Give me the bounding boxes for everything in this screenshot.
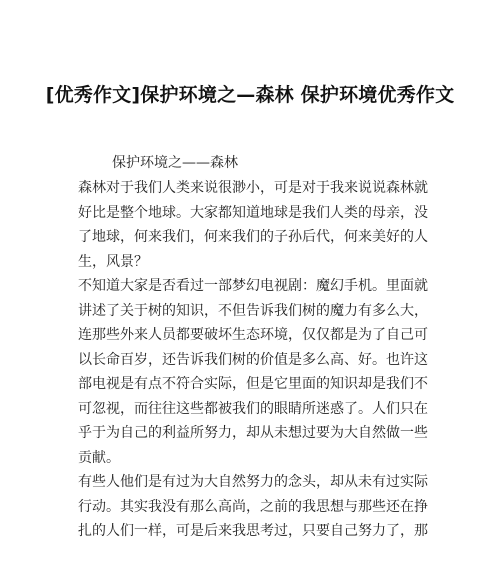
document-title: [优秀作文]保护环境之—森林 保护环境优秀作文: [45, 84, 455, 106]
document-body: [78, 176, 428, 544]
paragraph-2: 不知道大家是否看过一部梦幻电视剧：魔幻手机。里面就讲述了关于树的知识，不但告诉我们树的魔力有多么大，连那些外来人员都要破坏生态环境，仅仅都是为了自己可以长命百岁，还告诉我们树的价值是多么高、好。也许这部电视是有点不符合实际，但是它里面的知识却是我们不可忽视，而往往这些都被我们的眼睛所迷惑了。人们只在乎于为自己的利益所努力，却从未想过要为大自然做一些贡献。: [78, 278, 428, 466]
paragraph-1: 森林对于我们人类来说很渺小，可是对于我来说说森林就好比是整个地球。大家都知道地球是我们人类的母亲，没了地球，何来我们，何来我们的子孙后代，何来美好的人生，风景？: [78, 180, 428, 270]
document-subtitle: 保护环境之——森林: [112, 155, 238, 171]
paragraph-3: 有些人他们是有过为大自然努力的念头，却从未有过实际行动。其实我没有那么高尚，之前的我思想与那些还在挣扎的人们一样，可是后来我思考过，只要自己努力了，那: [78, 474, 428, 539]
